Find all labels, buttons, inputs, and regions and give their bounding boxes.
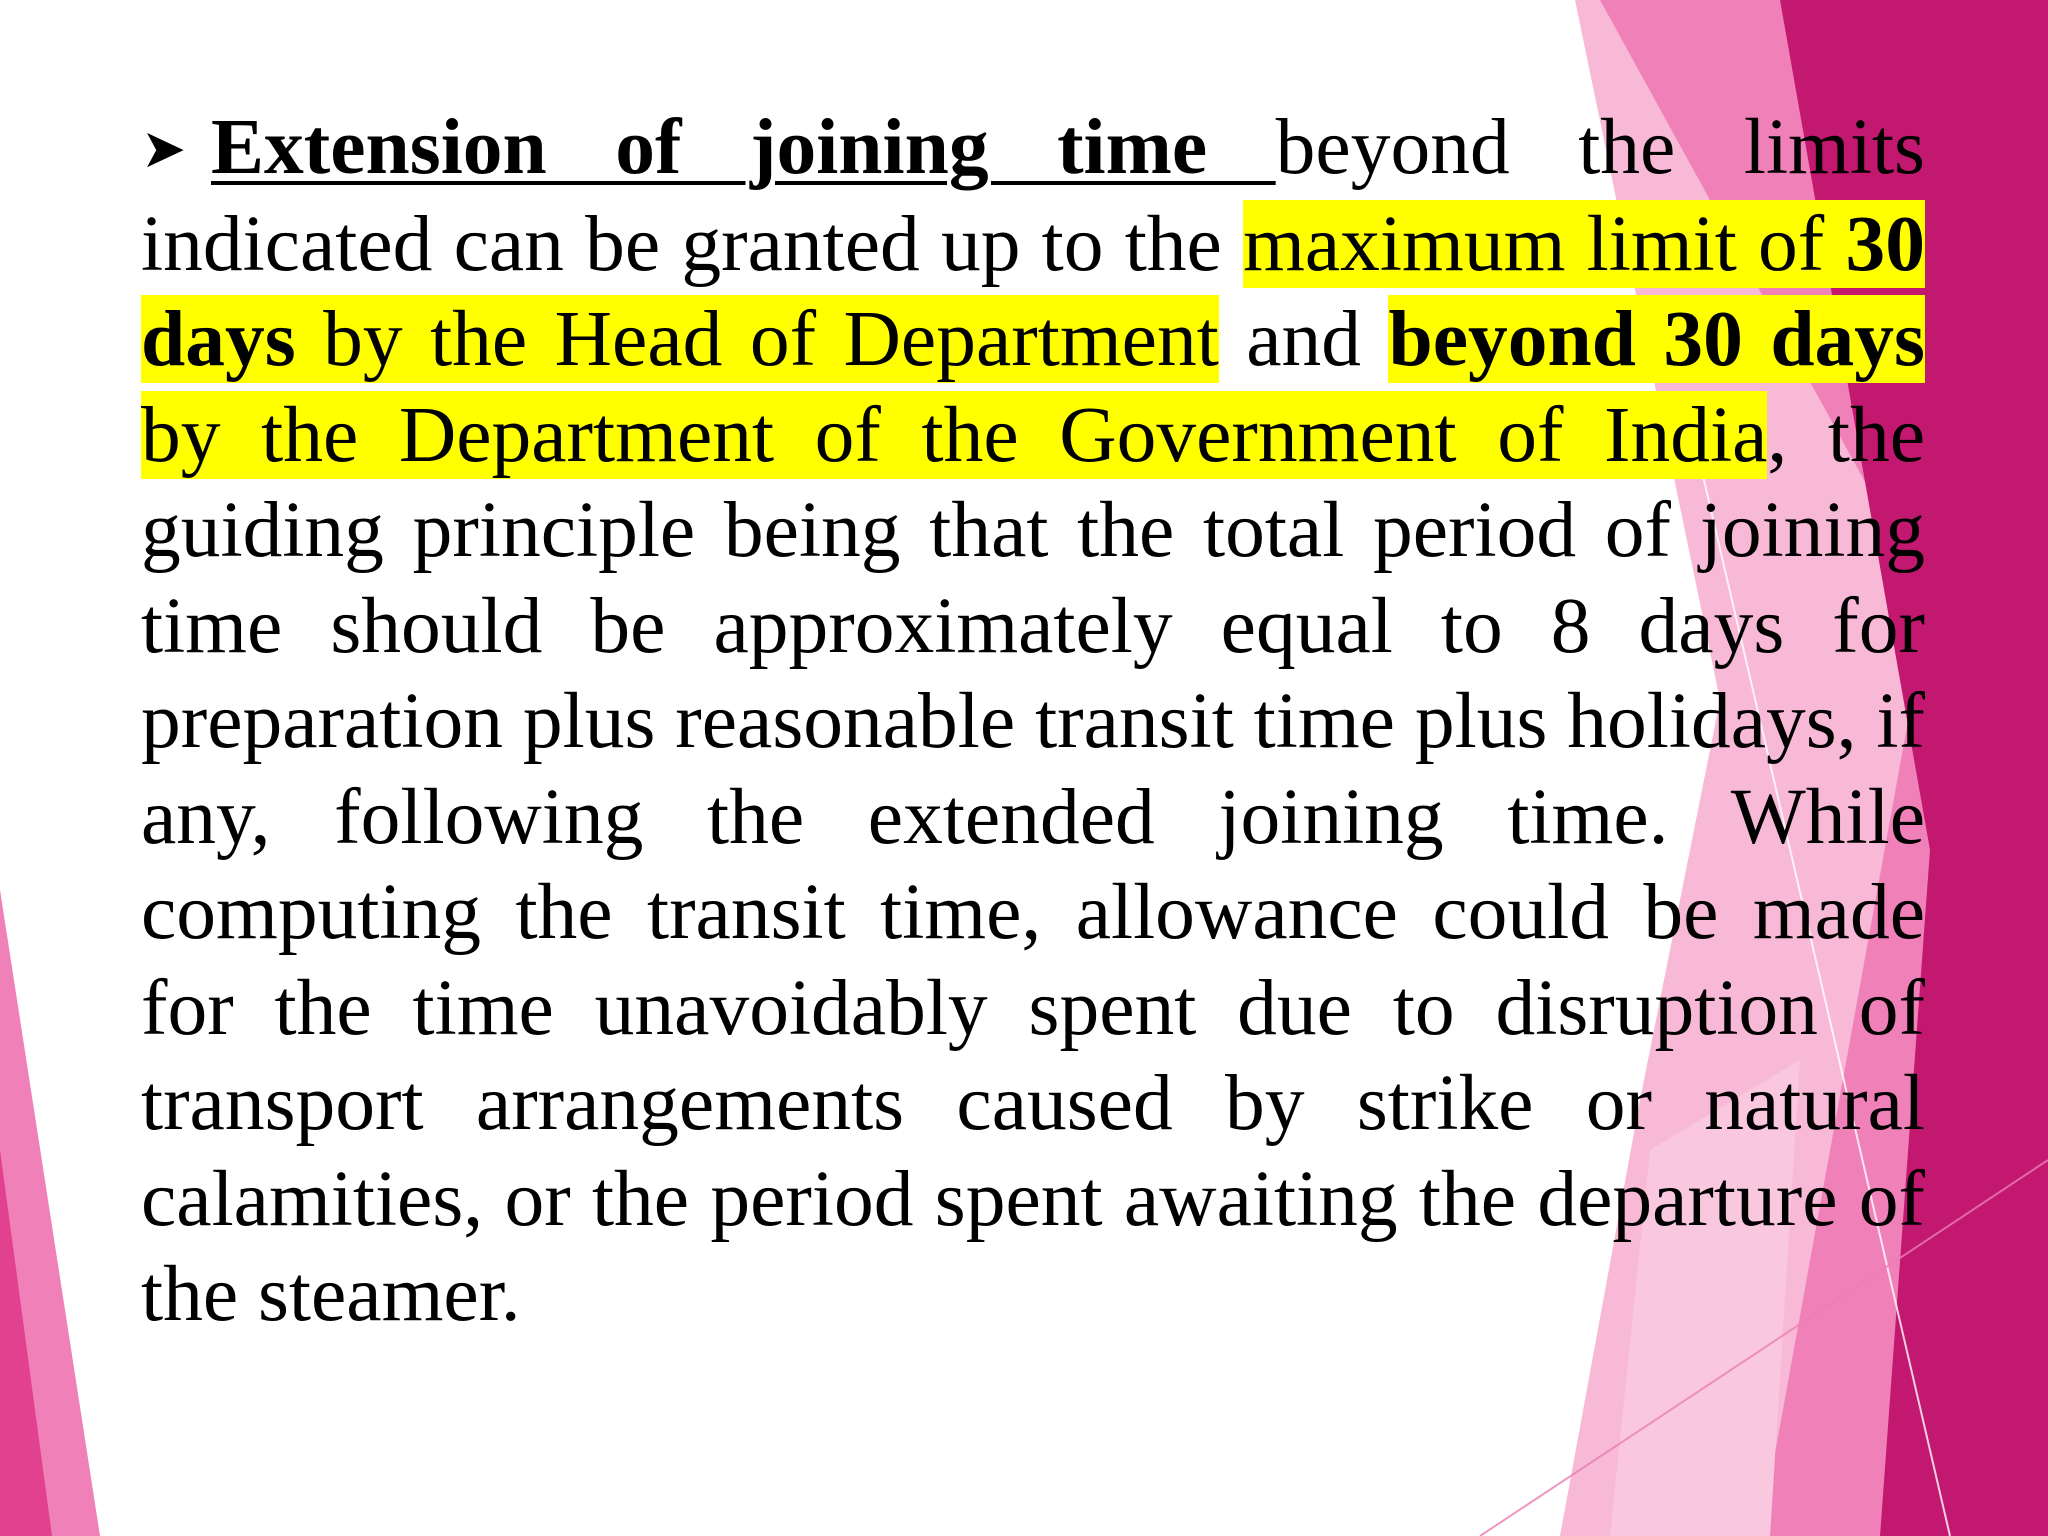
body-text-part-2: and: [1218, 295, 1389, 383]
highlight-max-limit-text: maximum limit of: [1243, 199, 1846, 288]
body-text-part-1: beyond the limits indicated can be granted up to the: [141, 103, 1925, 288]
highlight-department-government-of-india: by the Department of the Government of India: [141, 390, 1768, 479]
highlight-beyond-30-days-bold: beyond 30 days: [1388, 295, 1925, 383]
heading-extension-of-joining-time: Extension of joining time: [211, 103, 1276, 191]
body-text-part-3: , the guiding principle being that the total period of joining time should be approximately equal to 8 days for preparation plus reasonable transit time plus holidays, if any, following the extended joining time. While computing the transit time, allowance could be made for the time unavoidably spent due to disruption of transport arrangements caused by strike or natural calamities, or the period spent awaiting the departure of the steamer.: [141, 390, 1926, 1338]
highlight-30-days-bold: 30 days: [141, 199, 1925, 383]
slide-body-text: [141, 100, 1925, 1343]
highlight-head-of-department: by the Head of Department: [295, 295, 1219, 383]
arrow-bullet-icon: ➤: [141, 117, 187, 180]
